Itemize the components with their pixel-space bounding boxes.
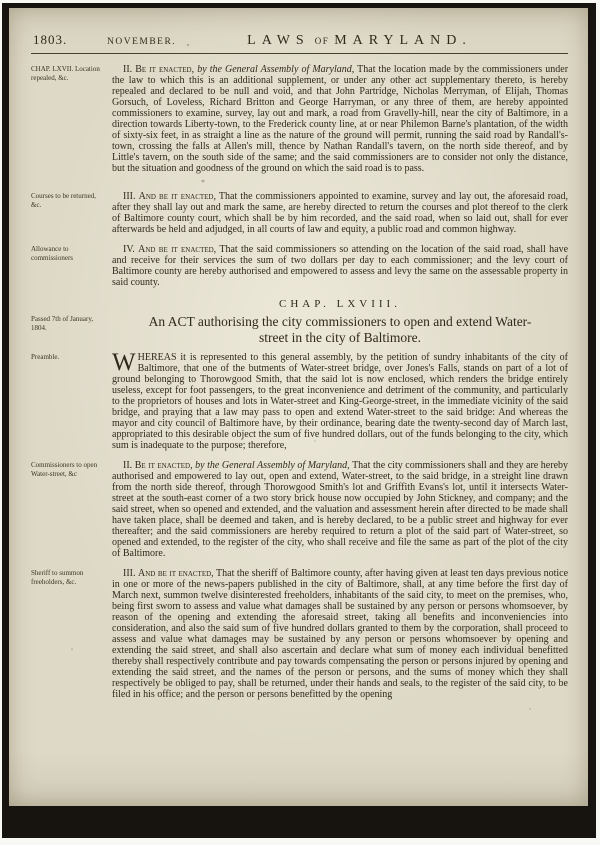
section-body bbox=[112, 64, 568, 174]
section-paragraph bbox=[112, 191, 568, 235]
assembly-phrase: by the General Assembly of Maryland, bbox=[197, 64, 355, 75]
section-number: IV. bbox=[123, 244, 135, 255]
section-body bbox=[112, 568, 568, 700]
section-body bbox=[112, 244, 568, 288]
law-section bbox=[31, 460, 568, 559]
section-text: HEREAS it is represented to this general assembly, by the petition of sundry inhabitants of the city of Baltimore, that one of the butments of Water-street bridge, over Jones's Falls, stands on part of a lot of ground belonging to Thorowgood Smith, that the said lot is now enclosed, which renders the bridge entirely useless, except for foot passengers, to the great inconvenience and detriment of the community, and particularly to the proprietors of houses and lots in Water-street and King-George-street, in the immediate vicinity of the said bridge, and praying that a law may pass to open and extend Water-street to the said bridge: And whereas the mayor and city council of Baltimore have, by their ordinance, bearing date the twenty-second day of March last, appropriated to this desirable object the sum of five hundred dollars, out of the funds belonging to the city, which sum is inadequate to the purpose; therefore, bbox=[112, 352, 568, 451]
law-section bbox=[31, 568, 568, 700]
assembly-phrase: by the General Assembly of Maryland, bbox=[195, 460, 350, 471]
section-paragraph bbox=[112, 568, 568, 700]
section-body bbox=[112, 314, 568, 345]
section-text: That the location made by the commissioners under the law to which this is an additional supplement, or under any other act supplementary thereto, is hereby repealed and declared to be null and void, and that John Partridge, Nicholas Merryman, of Elijah, Thomas Gorsuch, of Loveless, Richard Britton and George Harryman, or any three of them, are hereby appointed commissioners to examine, survey, lay out and mark, a road from Gravelly-hill, near the city of Baltimore, in a direction towards Liberty-town, to the Frederick county line, at or near Philemon Barne's plantation, of the width of sixty-six feet, in as straight a line as the nature of the ground will permit, running the said road by Randall's-town, crossing the falls at Allen's mill, thence by Nathan Randall's tavern, on the north side thereof, and by Little's tavern, on the south side of the same; and the said commissioners are to consider not only the distance, but the situation and goodness of the ground on which the said road is to pass. bbox=[112, 64, 569, 174]
act-title: An ACT authorising the city commissioners to open and extend Water-street in the city of Baltimore. bbox=[148, 314, 532, 345]
chapter-heading-row bbox=[31, 297, 568, 310]
month-label: NOVEMBER. bbox=[107, 37, 177, 47]
margin-note: Courses to be returned, &c. bbox=[31, 192, 96, 209]
enacting-clause: Be it enacted, bbox=[135, 64, 195, 75]
section-body bbox=[112, 349, 568, 451]
header-rule bbox=[31, 53, 568, 54]
law-section bbox=[31, 191, 568, 235]
of-word: OF bbox=[314, 36, 330, 46]
law-section bbox=[31, 244, 568, 288]
margin-note: Passed 7th of January, 1804. bbox=[31, 315, 94, 332]
margin-note: Preamble. bbox=[31, 353, 60, 361]
laws-title bbox=[205, 33, 566, 49]
section-number: III. bbox=[123, 191, 136, 202]
scan-speckles bbox=[9, 8, 11, 10]
enacting-clause: And be it enacted, bbox=[138, 568, 214, 579]
maryland-word: MARYLAND. bbox=[334, 33, 472, 48]
margin-note: CHAP. LXVII. Location repealed, &c. bbox=[31, 65, 100, 82]
chapter-heading: CHAP. LXVIII. bbox=[279, 298, 401, 310]
preamble-paragraph bbox=[112, 349, 568, 451]
law-section bbox=[31, 64, 568, 174]
page-header bbox=[33, 32, 566, 49]
margin-note: Sheriff to summon freeholders, &c. bbox=[31, 569, 84, 586]
margin-note: Commissioners to open Water-street, &c bbox=[31, 461, 98, 478]
section-number: II. bbox=[123, 64, 133, 75]
enacting-clause: And be it enacted, bbox=[138, 191, 216, 202]
laws-word: LAWS bbox=[247, 33, 310, 48]
drop-cap-initial: W bbox=[112, 349, 136, 376]
section-text: That the commissioners appointed to examine, survey and lay out, the aforesaid road, after they shall lay out and mark the same, are hereby directed to return the courses and plot thereof to the clerk of Baltimore county court, which shall be by him recorded, and the said road, when so laid out, shall for ever afterwards be held and adjudged, in all courts of law and equity, a public road and common highway. bbox=[112, 191, 568, 235]
enacting-clause: And be it enacted, bbox=[138, 244, 217, 255]
printers-mark: * bbox=[201, 178, 205, 187]
section-number: II. bbox=[123, 460, 133, 471]
year-label: 1803. bbox=[33, 32, 68, 47]
section-body bbox=[112, 297, 568, 310]
section-body bbox=[112, 191, 568, 235]
paper-page bbox=[9, 8, 588, 806]
section-paragraph bbox=[112, 64, 568, 174]
section-text: That the city commissioners shall and they are hereby authorised and empowered to lay out, open and extend, Water-street, to the said bridge, in a streight line drawn from the north side thereof, through Thorowgood Smith's lot and Griffith Evans's lot, until it intersects Water-street at the south-east corner of a two story brick house now occupied by John Stickney, and company; and the said street, when so opened and extended, and the valuation and assessment herein after directed to be made shall have taken place, shall be deemed and taken, and is hereby declared, to be a public street and highway for ever thereafter; and the said commissioners are hereby required to return a plot of the said part of Water-street, so opened and extended, to the register of the city, who shall receive and file the same as part of the plot of the city of Baltimore. bbox=[112, 460, 569, 559]
preamble-row bbox=[31, 349, 568, 451]
section-text: That the sheriff of Baltimore county, after having given at least ten days previous notice in one or more of the news-papers published in the city of Baltimore, shall, at any time before the first day of March next, summon twelve disinterested freeholders, inhabitants of the said city, to meet on the premises, who, being first sworn to assess and value what damages shall be sustained by any person or persons whomsoever, by reason of the opening and extending the aforesaid street, taking all benefits and inconveniencies into consideration, and also the said sum of five hundred dollars granted to them by the corporation, shall proceed to assess and value what damages may be sustained by any person or persons whomsoever by opening and extending the said street, and shall also ascertain and declare what sum of money each individual benefitted thereby shall respectively contribute and pay towards compensating the person or persons injured by opening and extending the said street, and the names of the person or persons, and the sums of money which they shall respectively be obliged to pay, shall be returned, under their hands and seals, to the register of the said city, to be filed in his office; and the person or persons benefitted by the opening bbox=[112, 568, 569, 700]
section-number: III. bbox=[123, 568, 136, 579]
section-body bbox=[112, 460, 568, 559]
act-title-row bbox=[31, 314, 568, 345]
section-text: That the said commissioners so attending on the location of the said road, shall have and receive for their services the sum of two dollars per day to each commissioner; and the levy court of Baltimore county are hereby authorised and empowered to assess and levy the same on the assessable property in said county. bbox=[112, 244, 569, 288]
section-paragraph bbox=[112, 460, 568, 559]
section-paragraph bbox=[112, 244, 568, 288]
margin-note: Allowance to commissioners bbox=[31, 245, 73, 262]
enacting-clause: Be it enacted, bbox=[134, 460, 193, 471]
margin-note bbox=[31, 297, 112, 310]
